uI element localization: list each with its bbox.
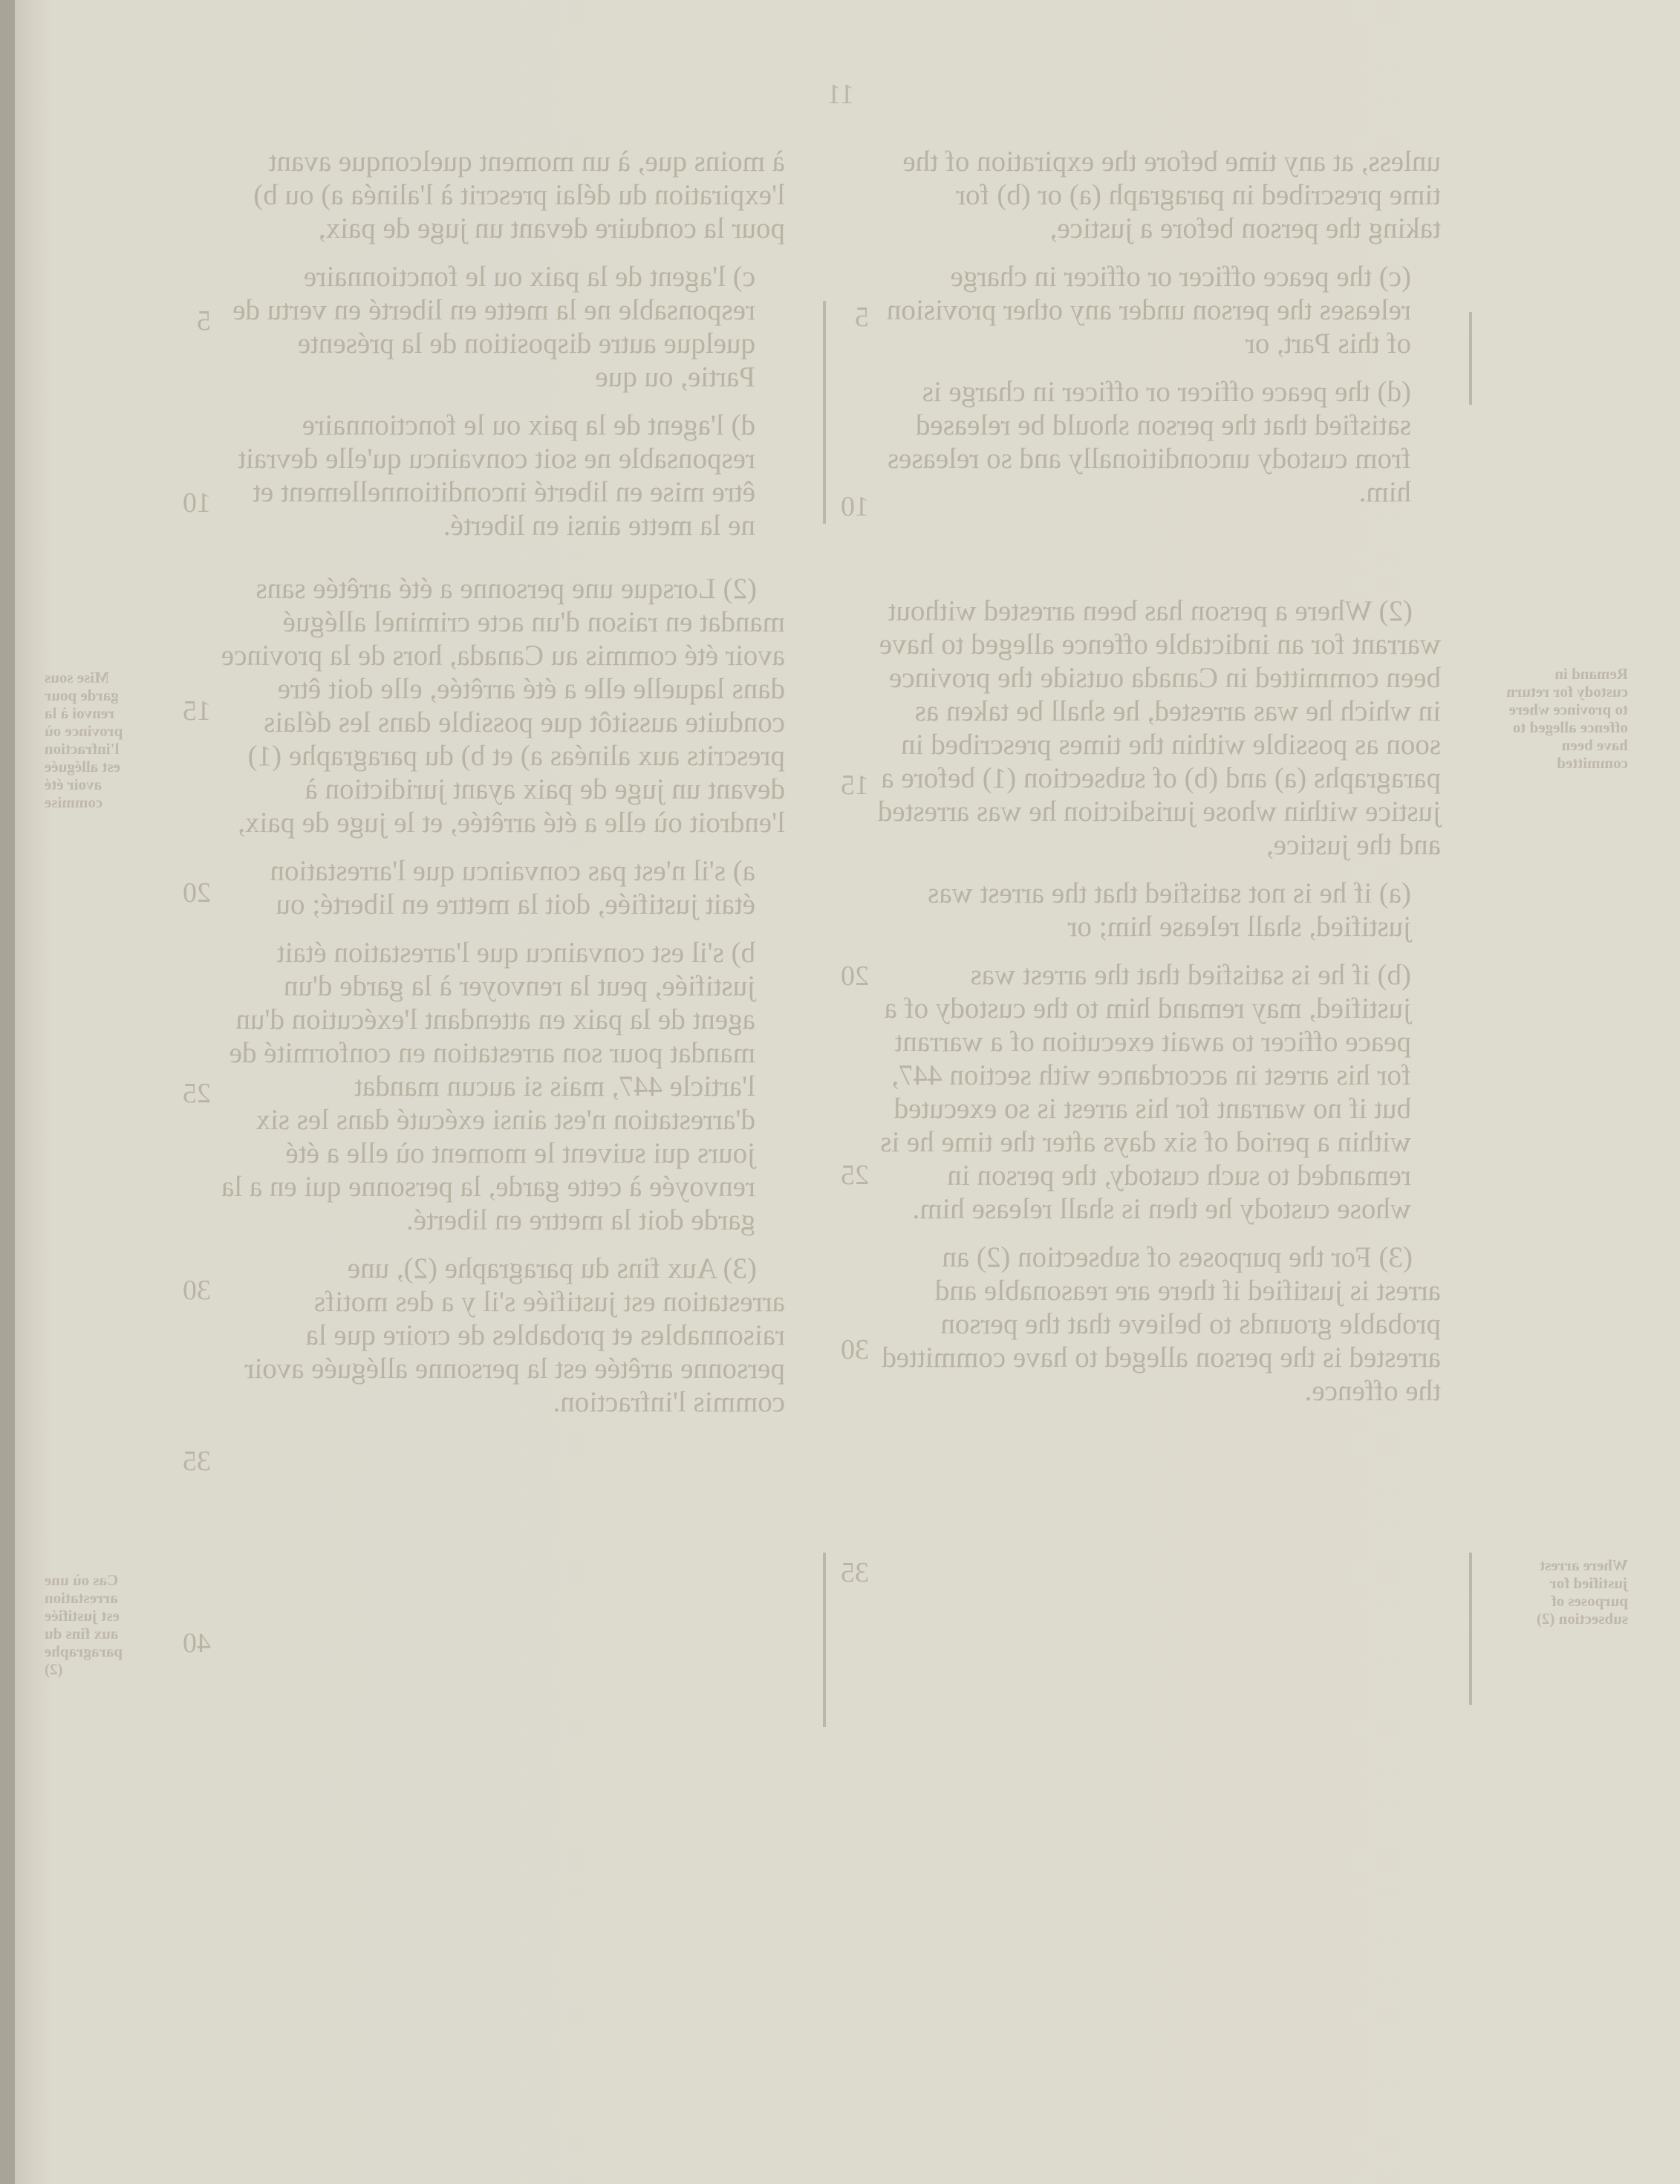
change-bar — [1469, 1553, 1472, 1705]
line-number: 15 — [183, 695, 211, 727]
french-subsection-2: (2) Lorsque une personne a été arrêtée sans mandat en raison d'un acte criminel allégué avoir été commis au Canada, hors de la province dans laquelle elle a été arrêtée, elle doit être conduite aussitôt que possible dans les délais prescrits aux alinéas a) et b) du paragraphe (1) devant un juge de paix ayant juridiction à l'endroit où elle a été arrêtée, et le juge de paix, — [221, 573, 785, 839]
english-subsection-3: (3) For the purposes of subsection (2) an arrest is justified if there are reasonable and probable grounds to believe that the person arrested is the person alleged to have committed the offence. — [882, 1241, 1441, 1407]
line-number: 15 — [841, 770, 869, 801]
french-subsection-2b: b) s'il est convaincu que l'arrestation était justifiée, peut la renvoyer à la garde d'un agent de la paix en attendant l'exécution d'un mandat pour son arrestation en conformité de l'article 447, mais si aucun mandat d'arrestation n'est ainsi exécuté dans les six jours qui suivent le moment où elle a été renvoyée à cette garde, la personne qui en a la garde doit la mettre en liberté. — [221, 937, 755, 1236]
change-bar — [823, 1553, 826, 1727]
french-para-1: à moins que, à un moment quelconque avant l'expiration du délai prescrit à l'alinéa a) ou b) pour la conduire devant un juge de paix, — [253, 146, 785, 244]
line-number: 40 — [183, 1628, 211, 1659]
french-para-d: d) l'agent de la paix ou le fonctionnaire responsable ne soit convaincu qu'elle devrait être mise en liberté inconditionnellement et ne la mette ainsi en liberté. — [238, 409, 755, 542]
english-subsection-2a: (a) if he is not satisfied that the arrest was justified, shall release him; or — [928, 877, 1411, 943]
line-number: 30 — [841, 1334, 869, 1365]
line-number: 25 — [841, 1160, 869, 1191]
line-number: 30 — [183, 1275, 211, 1306]
marginal-note: Cas où une arrestation est justifiée aux fins du paragraphe (2) — [45, 1571, 123, 1678]
line-number: 20 — [841, 961, 869, 992]
english-para-c: (c) the peace officer or officer in charge releases the person under any other provision of this Part, or — [886, 261, 1411, 360]
line-number: 25 — [183, 1078, 211, 1109]
page-number: 11 — [827, 79, 855, 110]
french-column — [221, 145, 785, 1434]
english-subsection-2b: (b) if he is satisfied that the arrest was justified, may remand him to the custody of a peace officer to await execution of a warrant for his arrest in accordance with section 447, but if no warrant for his arrest is so executed within a period of six days after the time he is remanded to such custody, the person in whose custody he then is shall release him. — [880, 959, 1411, 1225]
line-number: 35 — [841, 1557, 869, 1588]
marginal-note: Remand in custody for return to province where offence alleged to have been committed — [1506, 665, 1628, 772]
english-subsection-2: (2) Where a person has been arrested without warrant for an indictable offence alleged to have been committed in Canada outside the province in which he was arrested, he shall be taken as soon as possible within the times prescribed in paragraphs (a) and (b) of subsection (1) before a justice within whose jurisdiction he was arrested and the justice, — [877, 595, 1441, 861]
english-para-1: unless, at any time before the expiration of the time prescribed in paragraph (a) or (b) for taking the person before a justice, — [902, 146, 1441, 244]
line-number: 20 — [183, 877, 211, 909]
line-number: 35 — [183, 1446, 211, 1477]
marginal-note: Mise sous garde pour renvoi à la province où l'infraction est alléguée avoir été commise — [45, 669, 123, 811]
french-para-c: c) l'agent de la paix ou le fonctionnaire responsable ne la mette en liberté en vertu de quelque autre disposition de la présente Partie, ou que — [232, 261, 755, 393]
change-bar — [1469, 312, 1472, 405]
line-number: 10 — [841, 491, 869, 522]
change-bar — [823, 301, 826, 524]
english-column — [876, 145, 1441, 1423]
marginal-note: Where arrest justified for purposes of subsection (2) — [1536, 1556, 1628, 1628]
english-para-d: (d) the peace officer or officer in charge is satisfied that the person should be released from custody unconditionally and so releases him. — [887, 376, 1411, 508]
french-subsection-2a: a) s'il n'est pas convaincu que l'arrestation était justifiée, doit la mettre en liberté; ou — [270, 855, 755, 920]
french-subsection-3: (3) Aux fins du paragraphe (2), une arrestation est justifiée s'il y a des motifs raisonnables et probables de croire que la personne arrêtée est la personne alléguée avoir commis l'infraction. — [244, 1252, 785, 1418]
line-number: 5 — [197, 305, 211, 337]
line-number: 5 — [855, 302, 869, 333]
line-number: 10 — [183, 487, 211, 519]
